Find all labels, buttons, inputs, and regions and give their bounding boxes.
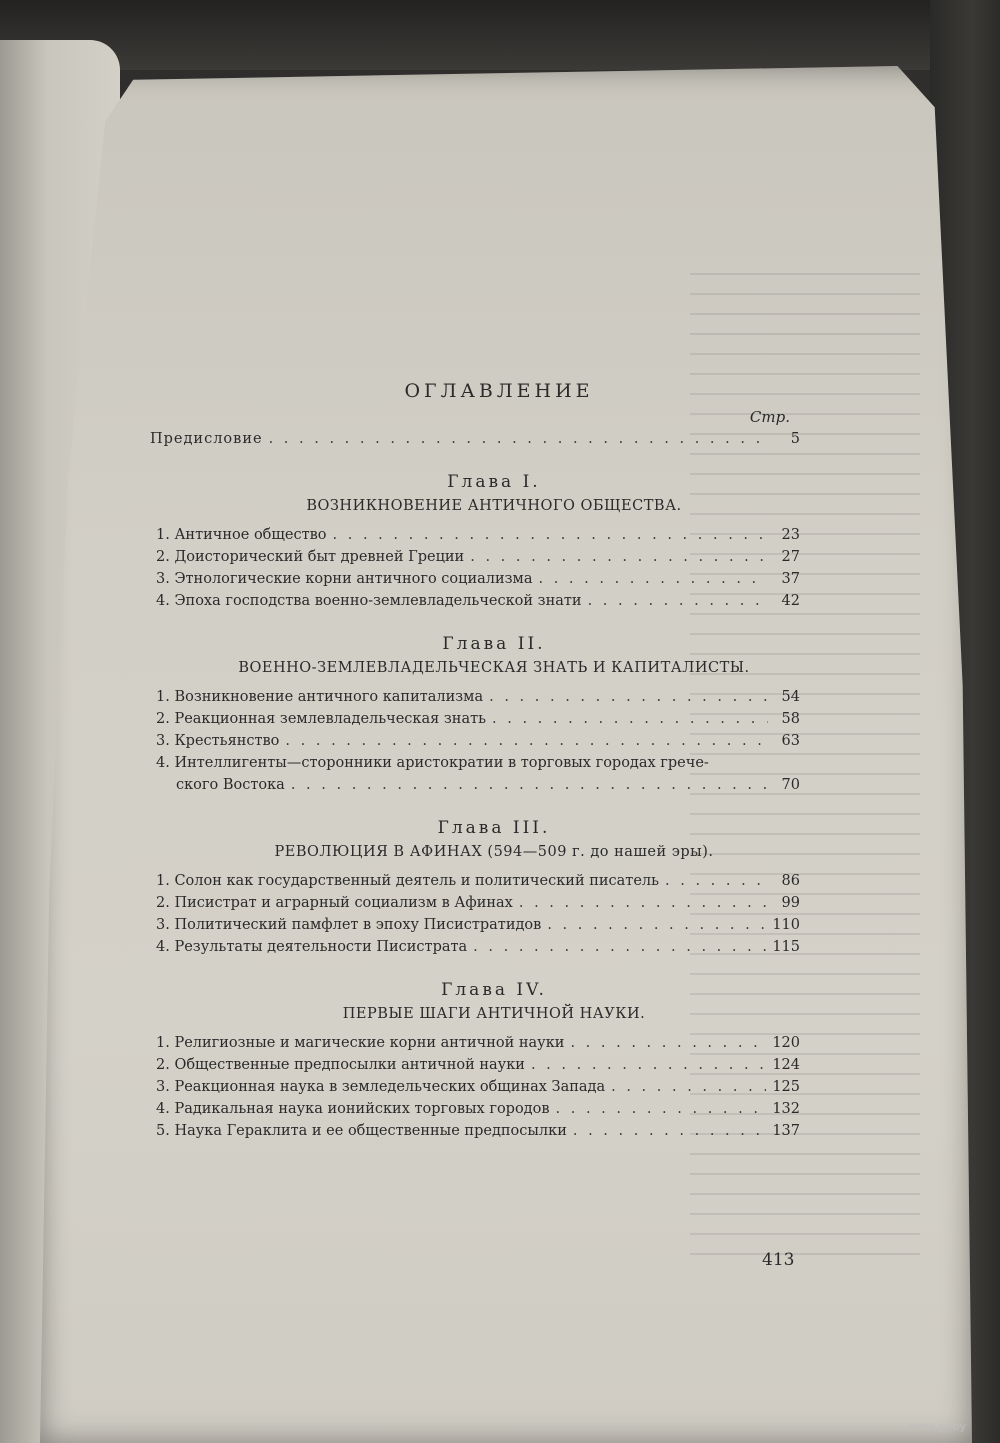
toc-entry-label: 2. Реакционная землевладельческая знать [156,711,487,727]
toc-entry-line1 [156,752,800,774]
toc-entry [156,546,800,568]
toc-entry-label: 3. Этнологические корни античного социализма [156,571,533,587]
table-of-contents [150,370,800,1142]
chapter-heading: Глава IV. [441,980,547,1000]
chapter-heading: Глава I. [447,472,541,492]
leader-dots [333,524,768,546]
page-number: 413 [762,1250,795,1270]
toc-entry-label: 5. Наука Гераклита и ее общественные предпосылки [156,1123,567,1139]
leader-dots [547,914,766,936]
toc-entry-line2 [156,774,800,796]
toc-entry-label: 1. Возникновение античного капитализма [156,689,484,705]
chapter-heading: Глава III. [437,818,551,838]
toc-entry-page: 124 [772,1057,800,1073]
background-top [0,0,1000,70]
toc-entry-preface [150,428,800,450]
toc-entry-label: 1. Религиозные и магические корни античной науки [156,1035,565,1051]
toc-entry-page: 54 [781,689,800,705]
toc-entry [156,590,800,612]
toc-entry-page: 99 [781,895,800,911]
toc-entry-label: 2. Общественные предпосылки античной науки [156,1057,525,1073]
toc-entry [156,1098,800,1120]
toc-entry-page: 5 [790,431,800,447]
leader-dots [291,774,768,796]
toc-entry-page: 70 [781,777,800,793]
toc-entry [156,568,800,590]
leader-dots [538,568,768,590]
toc-entry-label: 3. Крестьянство [156,733,280,749]
toc-entry-label: Предисловие [150,431,263,447]
leader-dots [665,870,768,892]
leader-dots [473,936,766,958]
leader-dots [492,708,768,730]
toc-title: ОГЛАВЛЕНИЕ [404,380,594,402]
toc-entry [156,1032,800,1054]
leader-dots [470,546,768,568]
chapter-title: ВОЗНИКНОВЕНИЕ АНТИЧНОГО ОБЩЕСТВА. [306,498,682,514]
toc-entry-page: 110 [772,917,800,933]
chapter-sections [156,870,800,958]
chapter-title: ВОЕННО-ЗЕМЛЕВЛАДЕЛЬЧЕСКАЯ ЗНАТЬ И КАПИТАЛИСТЫ. [238,660,750,676]
chapter-sections [156,524,800,612]
toc-entry-page: 58 [781,711,800,727]
toc-entry [156,708,800,730]
page-column-label: Стр. [749,408,790,426]
leader-dots [531,1054,766,1076]
leader-dots [573,1120,766,1142]
toc-entry [156,730,800,752]
toc-entry-page: 115 [772,939,800,955]
watermark: www.ay.by [908,1420,967,1433]
toc-entry-label: 4. Радикальная наука ионийских торговых городов [156,1101,550,1117]
leader-dots [489,686,768,708]
leader-dots [611,1076,766,1098]
chapter-heading: Глава II. [442,634,546,654]
leader-dots [588,590,768,612]
chapter-title: ПЕРВЫЕ ШАГИ АНТИЧНОЙ НАУКИ. [342,1006,646,1022]
toc-entry [156,686,800,708]
toc-entry-label: 1. Солон как государственный деятель и политический писатель [156,873,660,889]
toc-entry-page: 42 [781,593,800,609]
toc-entry-label-continued: ского Востока [176,777,285,793]
toc-entry-label: 4. Эпоха господства военно-землевладельческой знати [156,593,582,609]
toc-entry-label: 1. Античное общество [156,527,327,543]
toc-entry-page: 132 [772,1101,800,1117]
toc-entry-page: 63 [781,733,800,749]
toc-entry [156,524,800,546]
toc-entry-label: 2. Доисторический быт древней Греции [156,549,465,565]
leader-dots [269,428,768,450]
leader-dots [519,892,768,914]
toc-entry-page: 23 [781,527,800,543]
toc-entry [156,914,800,936]
toc-entry-label: 4. Результаты деятельности Писистрата [156,939,468,955]
toc-entry-label: 4. Интеллигенты—сторонники аристократии в торговых городах грече- [156,755,709,771]
toc-entry-page: 37 [781,571,800,587]
toc-entry [156,936,800,958]
toc-entry [156,1054,800,1076]
toc-entry-page: 86 [781,873,800,889]
chapter-title: РЕВОЛЮЦИЯ В АФИНАХ (594—509 г. до нашей эры). [274,844,714,860]
toc-entry [156,892,800,914]
toc-entry-label: 3. Реакционная наука в земледельческих общинах Запада [156,1079,606,1095]
leader-dots [570,1032,766,1054]
toc-entry-page: 120 [772,1035,800,1051]
toc-entry-page: 27 [781,549,800,565]
toc-entry [156,1120,800,1142]
toc-entry-page: 125 [772,1079,800,1095]
toc-entry-label: 3. Политический памфлет в эпоху Писистратидов [156,917,542,933]
leader-dots [556,1098,767,1120]
chapter-sections [156,1032,800,1142]
chapter-sections [156,686,800,796]
toc-entry [156,870,800,892]
leader-dots [285,730,768,752]
toc-entry-label: 2. Писистрат и аграрный социализм в Афинах [156,895,513,911]
toc-entry-page: 137 [772,1123,800,1139]
toc-entry [156,1076,800,1098]
